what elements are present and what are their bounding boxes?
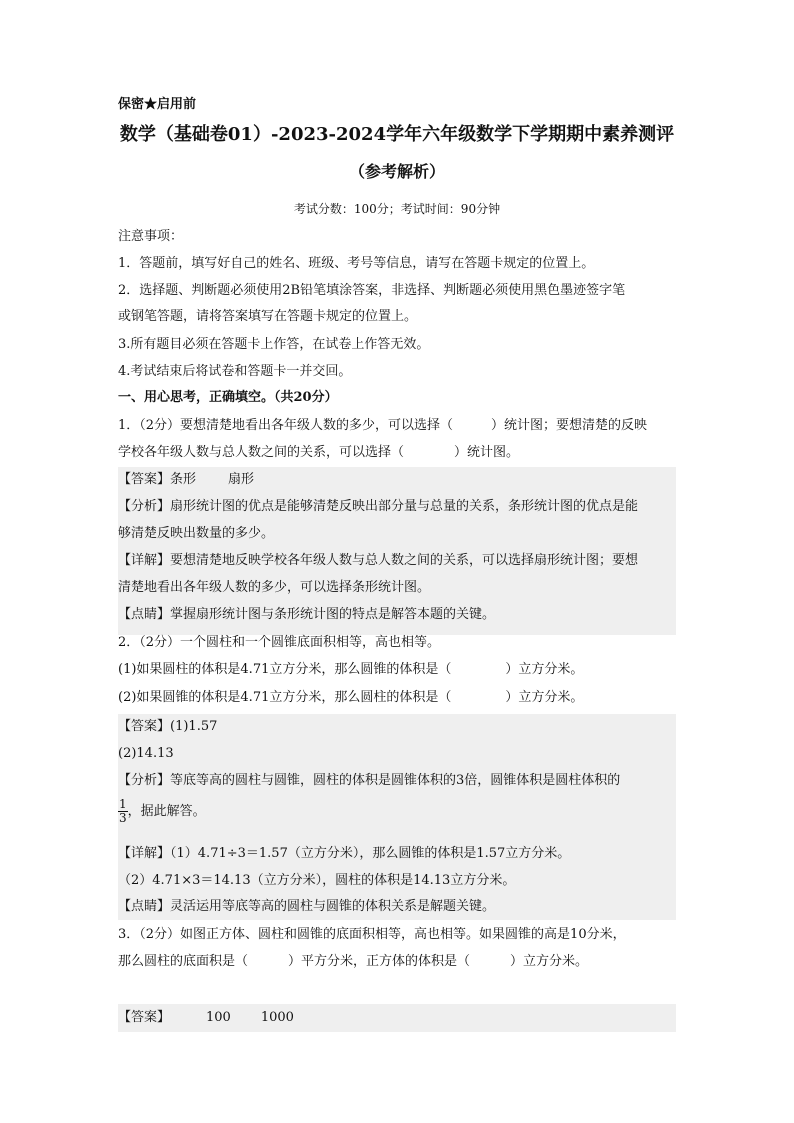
notice-item: 2．选择题、判断题必须使用2B铅笔填涂答案，非选择、判断题必须使用黑色墨迹签字笔	[118, 283, 626, 298]
answer-value: 条形	[170, 472, 197, 487]
detail-label: 【详解】	[118, 846, 171, 861]
q3-line1: 3．（2分）如图正方体、圆柱和圆锥的底面积相等，高也相等。如果圆锥的高是10分米，	[118, 927, 626, 942]
q2-analysis	[118, 771, 678, 791]
fraction	[118, 798, 128, 825]
q2-point	[118, 897, 678, 917]
q2-detail-cont: （2）4.71×3＝14.13（立方分米），圆柱的体积是14.13立方分米。	[118, 873, 516, 888]
q2-answer	[118, 717, 678, 737]
point-label: 【点睛】	[118, 899, 171, 914]
q2-detail	[118, 844, 678, 864]
notice-item: 3.所有题目必须在答题卡上作答，在试卷上作答无效。	[118, 337, 430, 352]
q3-text: ）平方分米，正方体的体积是（	[288, 954, 471, 969]
point-text: 灵活运用等底等高的圆柱与圆锥的体积关系是解题关键。	[170, 899, 496, 914]
q1-text: 1．（2分）要想清楚地看出各年级人数的多少，可以选择（	[118, 418, 454, 433]
q3-text: ）立方分米。	[510, 954, 589, 969]
analysis-text: ，据此解答。	[127, 804, 206, 819]
secret-label: 保密★启用前	[118, 97, 197, 112]
answer-value: (1)1.57	[170, 719, 218, 734]
q1-text: 学校各年级人数与总人数之间的关系，可以选择（	[118, 445, 405, 460]
q2-sub1	[118, 660, 678, 680]
analysis-text: 扇形统计图的优点是能够清楚反映出部分量与总量的关系，条形统计图的优点是能	[170, 499, 639, 514]
answer-label: 【答案】	[118, 1010, 171, 1025]
page-subtitle: （参考解析）	[348, 162, 445, 181]
answer-value: 扇形	[228, 472, 255, 487]
notice-item: 或钢笔答题，请将答案填写在答题卡规定的位置上。	[118, 309, 418, 324]
q1-analysis	[118, 497, 678, 517]
q2-analysis-cont	[118, 798, 678, 826]
q1-line1	[118, 416, 678, 436]
q1-detail	[118, 551, 678, 571]
q1-point	[118, 605, 678, 625]
detail-text: 要想清楚地反映学校各年级人数与总人数之间的关系，可以选择扇形统计图；要想	[170, 553, 639, 568]
point-label: 【点睛】	[118, 607, 171, 622]
q1-answer	[118, 470, 678, 490]
analysis-label: 【分析】	[118, 773, 171, 788]
q1-line2	[118, 443, 678, 463]
page-title: 数学（基础卷01）-2023-2024学年六年级数学下学期期中素养测评	[119, 124, 675, 145]
fraction-numerator: 1	[119, 797, 127, 811]
detail-label: 【详解】	[118, 553, 171, 568]
q2-text: (2)如果圆锥的体积是4.71立方分米，那么圆柱的体积是（	[118, 690, 452, 705]
q1-text: ）统计图。	[454, 445, 520, 460]
answer-value: 100	[206, 1010, 231, 1025]
q1-detail-cont: 清楚地看出各年级人数的多少，可以选择条形统计图。	[118, 580, 431, 595]
exam-info: 考试分数：100分；考试时间：90分钟	[293, 202, 501, 216]
analysis-text: 等底等高的圆柱与圆锥，圆柱的体积是圆锥体积的3倍，圆锥体积是圆柱体积的	[170, 773, 621, 788]
q3-answer	[118, 1008, 678, 1028]
answer-value: 1000	[260, 1010, 294, 1025]
q2-text: ）立方分米。	[505, 690, 584, 705]
q2-answer-cont: (2)14.13	[118, 746, 174, 761]
point-text: 掌握扇形统计图与条形统计图的特点是解答本题的关键。	[170, 607, 496, 622]
answer-label: 【答案】	[118, 472, 171, 487]
q2-sub2	[118, 688, 678, 708]
q3-text: 那么圆柱的底面积是（	[118, 954, 249, 969]
q2-line1: 2．（2分）一个圆柱和一个圆锥底面积相等，高也相等。	[118, 635, 441, 650]
notice-item: 1．答题前，填写好自己的姓名、班级、考号等信息，请写在答题卡规定的位置上。	[118, 256, 595, 271]
answer-label: 【答案】	[118, 719, 171, 734]
notice-heading: 注意事项：	[118, 229, 184, 244]
q1-text: ）统计图；要想清楚的反映	[491, 418, 648, 433]
q2-text: (1)如果圆柱的体积是4.71立方分米，那么圆锥的体积是（	[118, 662, 452, 677]
q2-text: ）立方分米。	[505, 662, 584, 677]
section-heading: 一、用心思考，正确填空。（共20分）	[118, 390, 338, 405]
q1-analysis-cont: 够清楚反映出数量的多少。	[118, 526, 275, 541]
analysis-label: 【分析】	[118, 499, 171, 514]
detail-text: （1）4.71÷3＝1.57（立方分米），那么圆锥的体积是1.57立方分米。	[170, 846, 571, 861]
q3-line2	[118, 952, 678, 972]
fraction-denominator: 3	[119, 811, 127, 825]
notice-item: 4.考试结束后将试卷和答题卡一并交回。	[118, 364, 352, 379]
